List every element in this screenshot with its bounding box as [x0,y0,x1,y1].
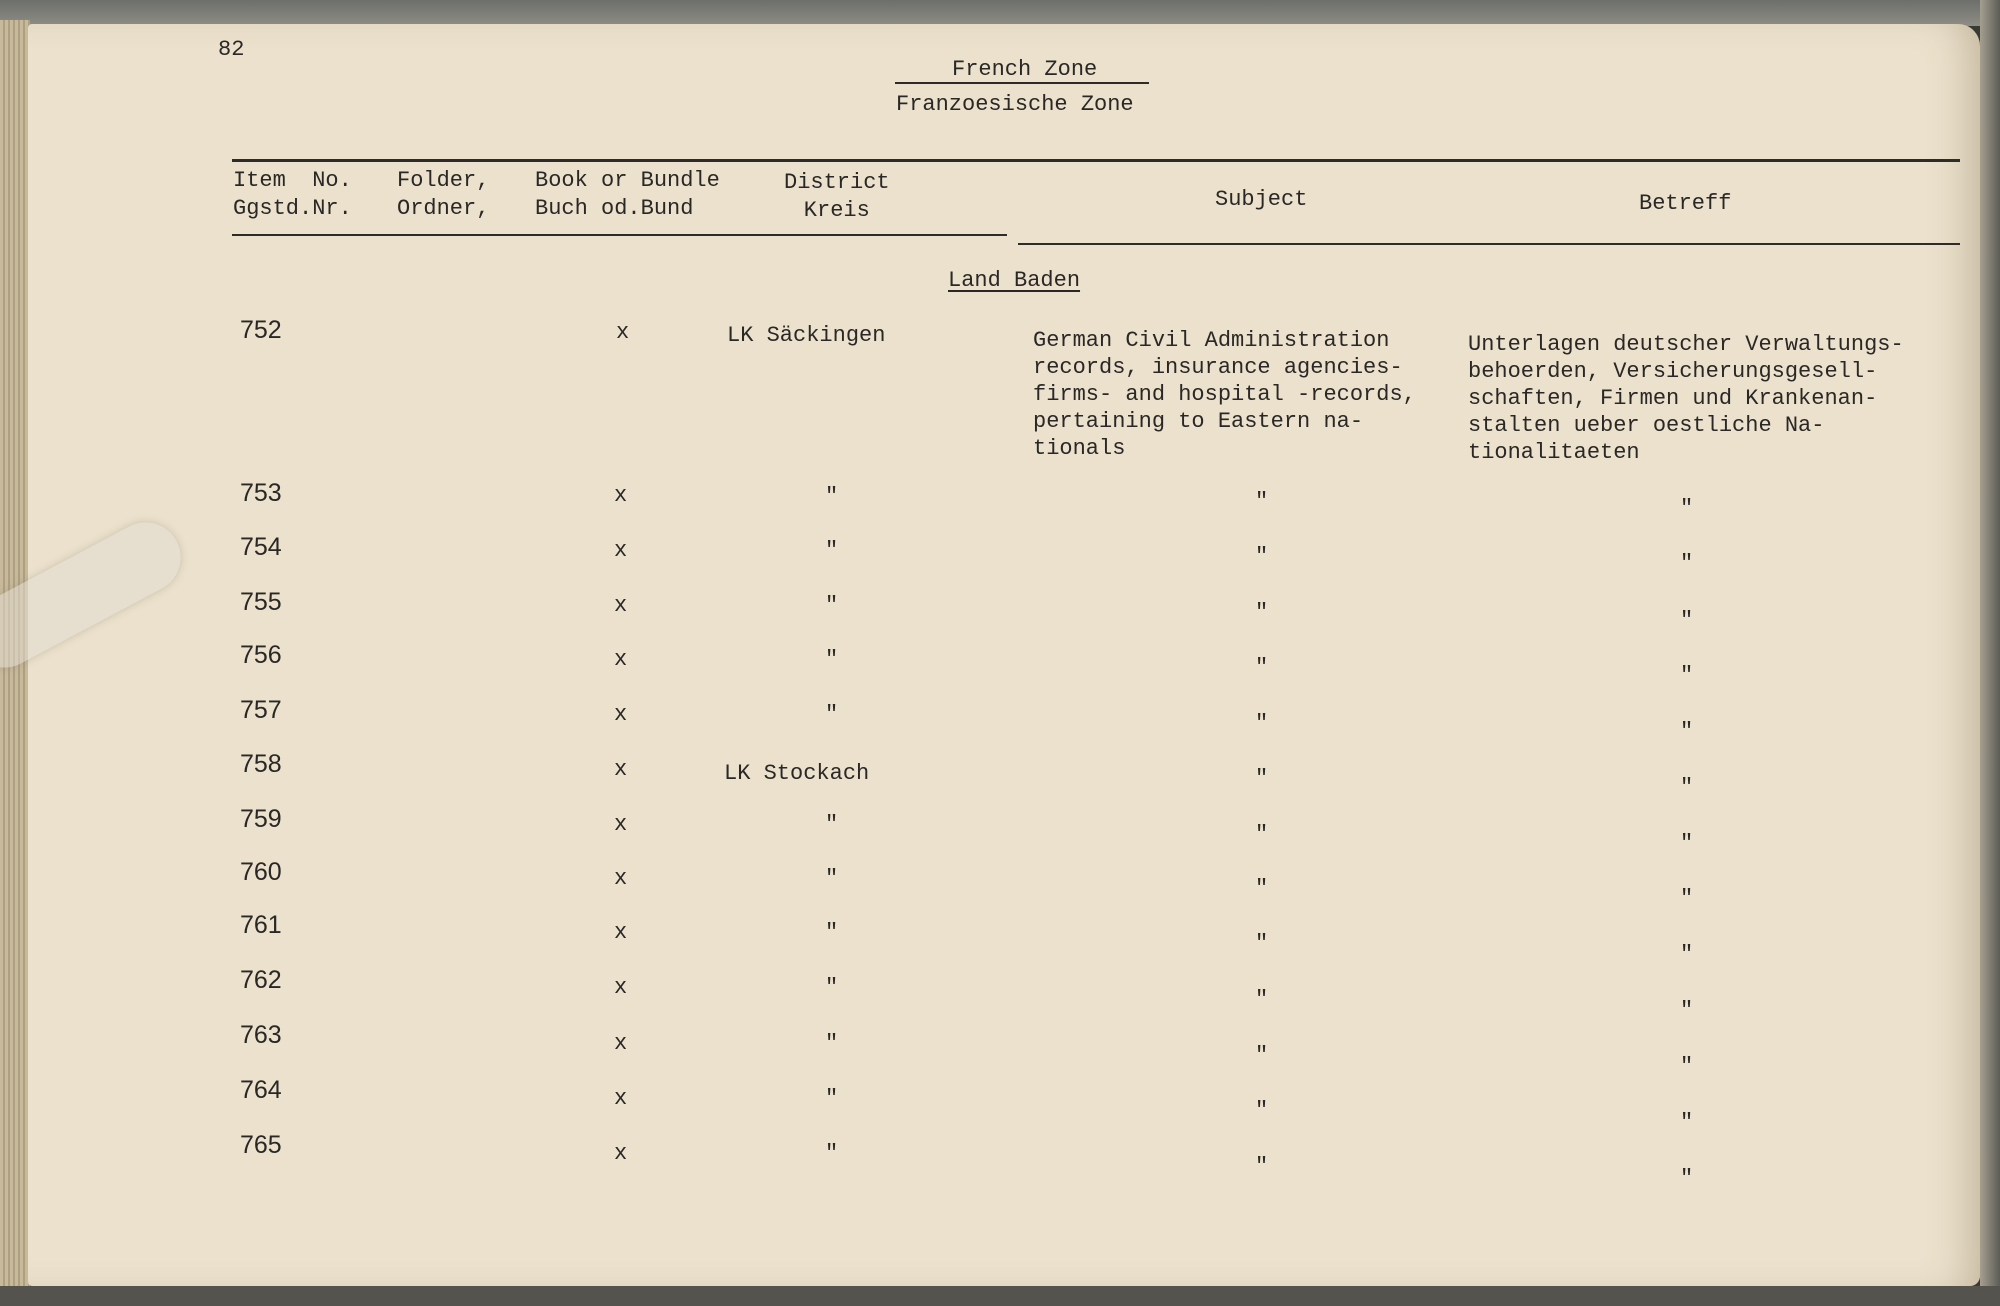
subject-ditto: " [1255,600,1269,625]
scanner-top-edge [0,0,2000,26]
column-header-item-de: Ggstd.Nr. [233,196,352,221]
betreff-ditto: " [1680,831,1694,856]
item-number: 760 [240,858,282,886]
subject-ditto: " [1255,1098,1269,1123]
book-mark: x [616,320,630,345]
subject-ditto: " [1255,987,1269,1012]
district-ditto: " [825,1141,839,1166]
book-mark: x [614,757,628,782]
district-ditto: " [825,975,839,1000]
subject-ditto: " [1255,822,1269,847]
title-underline [895,82,1149,84]
page-title-english: French Zone [952,57,1098,82]
book-mark: x [614,1086,628,1111]
betreff-ditto: " [1680,1054,1694,1079]
district-cell: LK Stockach [724,761,870,786]
item-number: 755 [240,588,282,616]
district-ditto: " [825,702,839,727]
district-ditto: " [825,538,839,563]
district-ditto: " [825,1031,839,1056]
item-number: 761 [240,911,282,939]
subject-ditto: " [1255,489,1269,514]
book-mark: x [614,920,628,945]
item-number: 754 [240,533,282,561]
book-mark: x [614,647,628,672]
item-number: 763 [240,1021,282,1049]
betreff-ditto: " [1680,608,1694,633]
column-header-betreff: Betreff [1639,191,1732,216]
item-number: 757 [240,696,282,724]
book-mark: x [614,538,628,563]
page-title-german: Franzoesische Zone [896,92,1134,117]
column-header-district [784,169,890,225]
item-number: 764 [240,1076,282,1104]
header-bottom-rule-right [1018,243,1960,245]
page-number: 82 [218,37,245,62]
scanner-bottom-edge [0,1286,2000,1306]
subject-ditto: " [1255,655,1269,680]
subject-ditto: " [1255,931,1269,956]
item-number: 765 [240,1131,282,1159]
column-header-item-en: Item No. [233,168,352,193]
subject-ditto: " [1255,544,1269,569]
subject-ditto: " [1255,876,1269,901]
book-mark: x [614,1141,628,1166]
subject-ditto: " [1255,711,1269,736]
book-mark: x [614,812,628,837]
betreff-ditto: " [1680,496,1694,521]
column-header-district-de: Kreis [803,198,870,223]
column-header-book-en: Book or Bundle [535,168,720,193]
item-number: 759 [240,805,282,833]
book-mark: x [614,866,628,891]
item-number: 756 [240,641,282,669]
header-top-rule [232,159,1960,162]
subject-cell: German Civil Administration records, insurance agencies- firms- and hospital -records, pertaining to Eastern na- tionals [1033,328,1416,461]
column-header-item [233,167,352,223]
item-number: 753 [240,479,282,507]
district-ditto: " [825,1086,839,1111]
betreff-ditto: " [1680,719,1694,744]
district-ditto: " [825,593,839,618]
district-cell: LK Säckingen [727,323,886,348]
subject-ditto: " [1255,766,1269,791]
item-number: 758 [240,750,282,778]
betreff-ditto: " [1680,1166,1694,1191]
book-mark: x [614,483,628,508]
betreff-ditto: " [1680,663,1694,688]
book-mark: x [614,702,628,727]
column-header-folder [397,167,489,223]
scanner-right-edge [1980,0,2000,1306]
book-mark: x [614,975,628,1000]
betreff-ditto: " [1680,998,1694,1023]
book-mark: x [614,1031,628,1056]
district-ditto: " [825,866,839,891]
book-mark: x [614,593,628,618]
betreff-ditto: " [1680,1110,1694,1135]
item-number: 762 [240,966,282,994]
column-header-book [535,167,720,223]
betreff-ditto: " [1680,775,1694,800]
header-bottom-rule-left [232,234,1007,236]
column-header-district-en: District [784,170,890,195]
district-ditto: " [825,484,839,509]
district-ditto: " [825,920,839,945]
district-ditto: " [825,812,839,837]
betreff-ditto: " [1680,886,1694,911]
betreff-ditto: " [1680,942,1694,967]
column-header-book-de: Buch od.Bund [535,196,694,221]
betreff-cell: Unterlagen deutscher Verwaltungs- behoerden, Versicherungsgesell- schaften, Firmen und Krankenan- stalten ueber oestliche Na- tionalitaeten [1468,332,1904,465]
section-title: Land Baden [948,268,1081,293]
district-ditto: " [825,647,839,672]
subject-ditto: " [1255,1043,1269,1068]
item-number: 752 [240,316,282,344]
betreff-ditto: " [1680,551,1694,576]
column-header-subject: Subject [1215,187,1308,212]
column-header-folder-en: Folder, [397,168,490,193]
subject-ditto: " [1255,1154,1269,1179]
column-header-folder-de: Ordner, [397,196,490,221]
